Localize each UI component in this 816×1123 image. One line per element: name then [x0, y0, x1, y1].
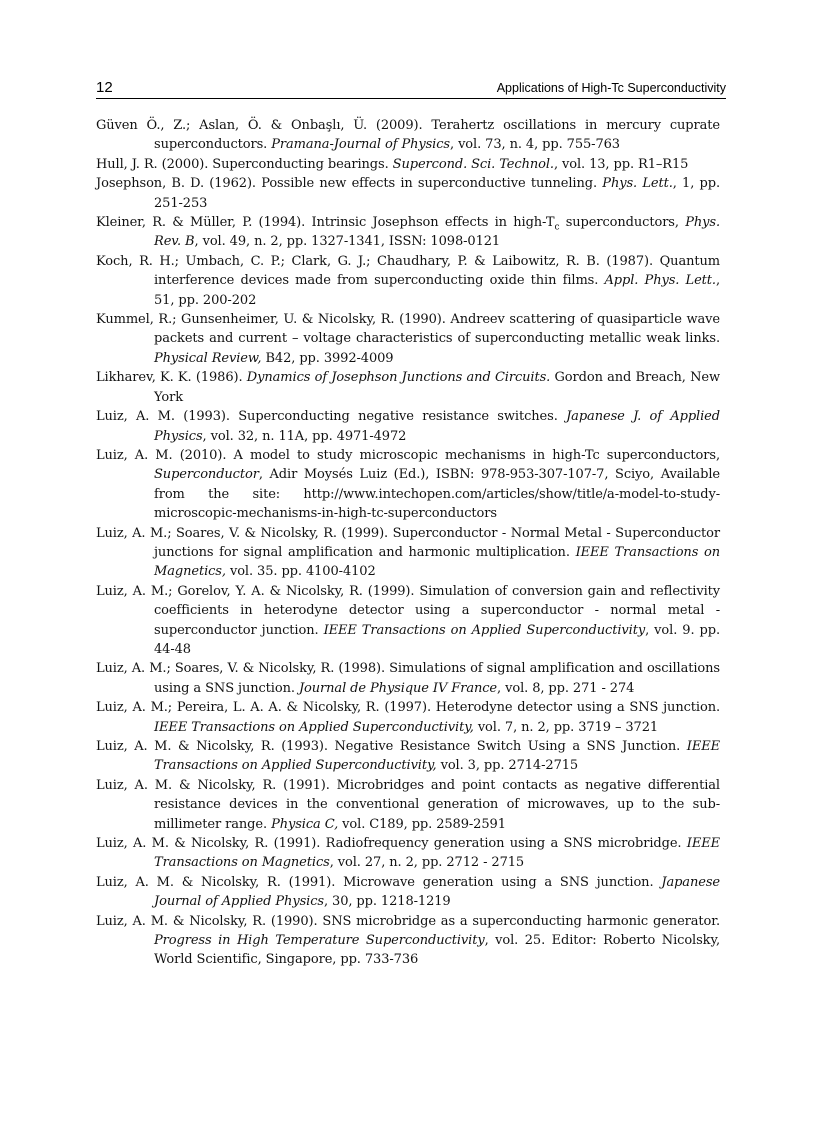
- reference-item: Luiz, A. M. & Nicolsky, R. (1991). Microwave generation using a SNS junction. Japanese Journal of Applied Physics, 30, pp. 1218-1219: [96, 874, 720, 910]
- reference-item: Luiz, A. M.; Pereira, L. A. A. & Nicolsky, R. (1997). Heterodyne detector using a SNS junction. IEEE Transactions on Applied Superconductivity, vol. 7, n. 2, pp. 3719 – 3721: [96, 700, 720, 735]
- reference-item: Luiz, A. M. & Nicolsky, R. (1991). Microbridges and point contacts as negative differential resistance devices in the conventional generation of microwaves, up to the sub-millimeter range. Physica C, vol. C189, pp. 2589-2591: [96, 777, 720, 832]
- reference-item: Luiz, A. M.; Gorelov, Y. A. & Nicolsky, R. (1999). Simulation of conversion gain and reflectivity coefficients in heterodyne detector using a superconductor - normal metal - superconductor junction. IEEE Transactions on Applied Superconductivity, vol. 9. pp. 44-48: [96, 583, 720, 657]
- reference-item: Kleiner, R. & Müller, P. (1994). Intrinsic Josephson effects in high-$T_c$ superconductors, Phys. Rev. B, vol. 49, n. 2, pp. 1327-1341, ISSN: 1098-0121: [96, 215, 720, 250]
- reference-item: Luiz, A. M.; Soares, V. & Nicolsky, R. (1999). Superconductor - Normal Metal - Superconductor junctions for signal amplification and harmonic multiplication. IEEE Transactions on Magnetics, vol. 35. pp. 4100-4102: [96, 525, 720, 580]
- reference-item: Luiz, A. M. & Nicolsky, R. (1991). Radiofrequency generation using a SNS microbridge. IEEE Transactions on Magnetics, vol. 27, n. 2, pp. 2712 - 2715: [96, 836, 720, 871]
- reference-item: Josephson, B. D. (1962). Possible new effects in superconductive tunneling. Phys. Lett., 1, pp. 251-253: [96, 176, 720, 211]
- running-title: Applications of High-Tc Superconductivity: [496, 81, 726, 95]
- reference-item: Hull, J. R. (2000). Superconducting bearings. Supercond. Sci. Technol., vol. 13, pp. R1–R15: [96, 156, 689, 172]
- page-number: 12: [96, 79, 113, 96]
- reference-item: Koch, R. H.; Umbach, C. P.; Clark, G. J.; Chaudhary, P. & Laibowitz, R. B. (1987). Quantum interference devices made from superconducting oxide thin films. Appl. Phys. Lett., 51, pp. 200-202: [96, 253, 720, 308]
- reference-list: [96, 116, 720, 970]
- reference-item: Luiz, A. M. & Nicolsky, R. (1990). SNS microbridge as a superconducting harmonic generator. Progress in High Temperature Superconductivity, vol. 25. Editor: Roberto Nicolsky, World Scientific, Singapore, pp. 733-736: [96, 913, 720, 968]
- page-header: [96, 78, 726, 99]
- reference-item: Kummel, R.; Gunsenheimer, U. & Nicolsky, R. (1990). Andreev scattering of quasiparticle wave packets and current – voltage characteristics of superconducting metallic weak links. Physical Review, B42, pp. 3992-4009: [96, 312, 720, 366]
- reference-item: Luiz, A. M. (1993). Superconducting negative resistance switches. Japanese J. of Applied Physics, vol. 32, n. 11A, pp. 4971-4972: [96, 409, 720, 444]
- reference-item: Luiz, A. M.; Soares, V. & Nicolsky, R. (1998). Simulations of signal amplification and oscillations using a SNS junction. Journal de Physique IV France, vol. 8, pp. 271 - 274: [96, 661, 720, 696]
- reference-item: Luiz, A. M. (2010). A model to study microscopic mechanisms in high-Tc superconductors, Superconductor, Adir Moysés Luiz (Ed.), ISBN: 978-953-307-107-7, Sciyo, Available from the site: http://www.intechopen.com/articles/show/title/a-model-to-study-microscopic-mechanisms-in-high-tc-superconductors: [96, 447, 720, 522]
- reference-item: Luiz, A. M. & Nicolsky, R. (1993). Negative Resistance Switch Using a SNS Junction. IEEE Transactions on Applied Superconductivity, vol. 3, pp. 2714-2715: [96, 739, 720, 774]
- reference-item: Güven Ö., Z.; Aslan, Ö. & Onbaşlı, Ü. (2009). Terahertz oscillations in mercury cuprate superconductors. Pramana-Journal of Physics, vol. 73, n. 4, pp. 755-763: [96, 118, 720, 153]
- reference-item: Likharev, K. K. (1986). Dynamics of Josephson Junctions and Circuits. Gordon and Breach, New York: [96, 370, 721, 405]
